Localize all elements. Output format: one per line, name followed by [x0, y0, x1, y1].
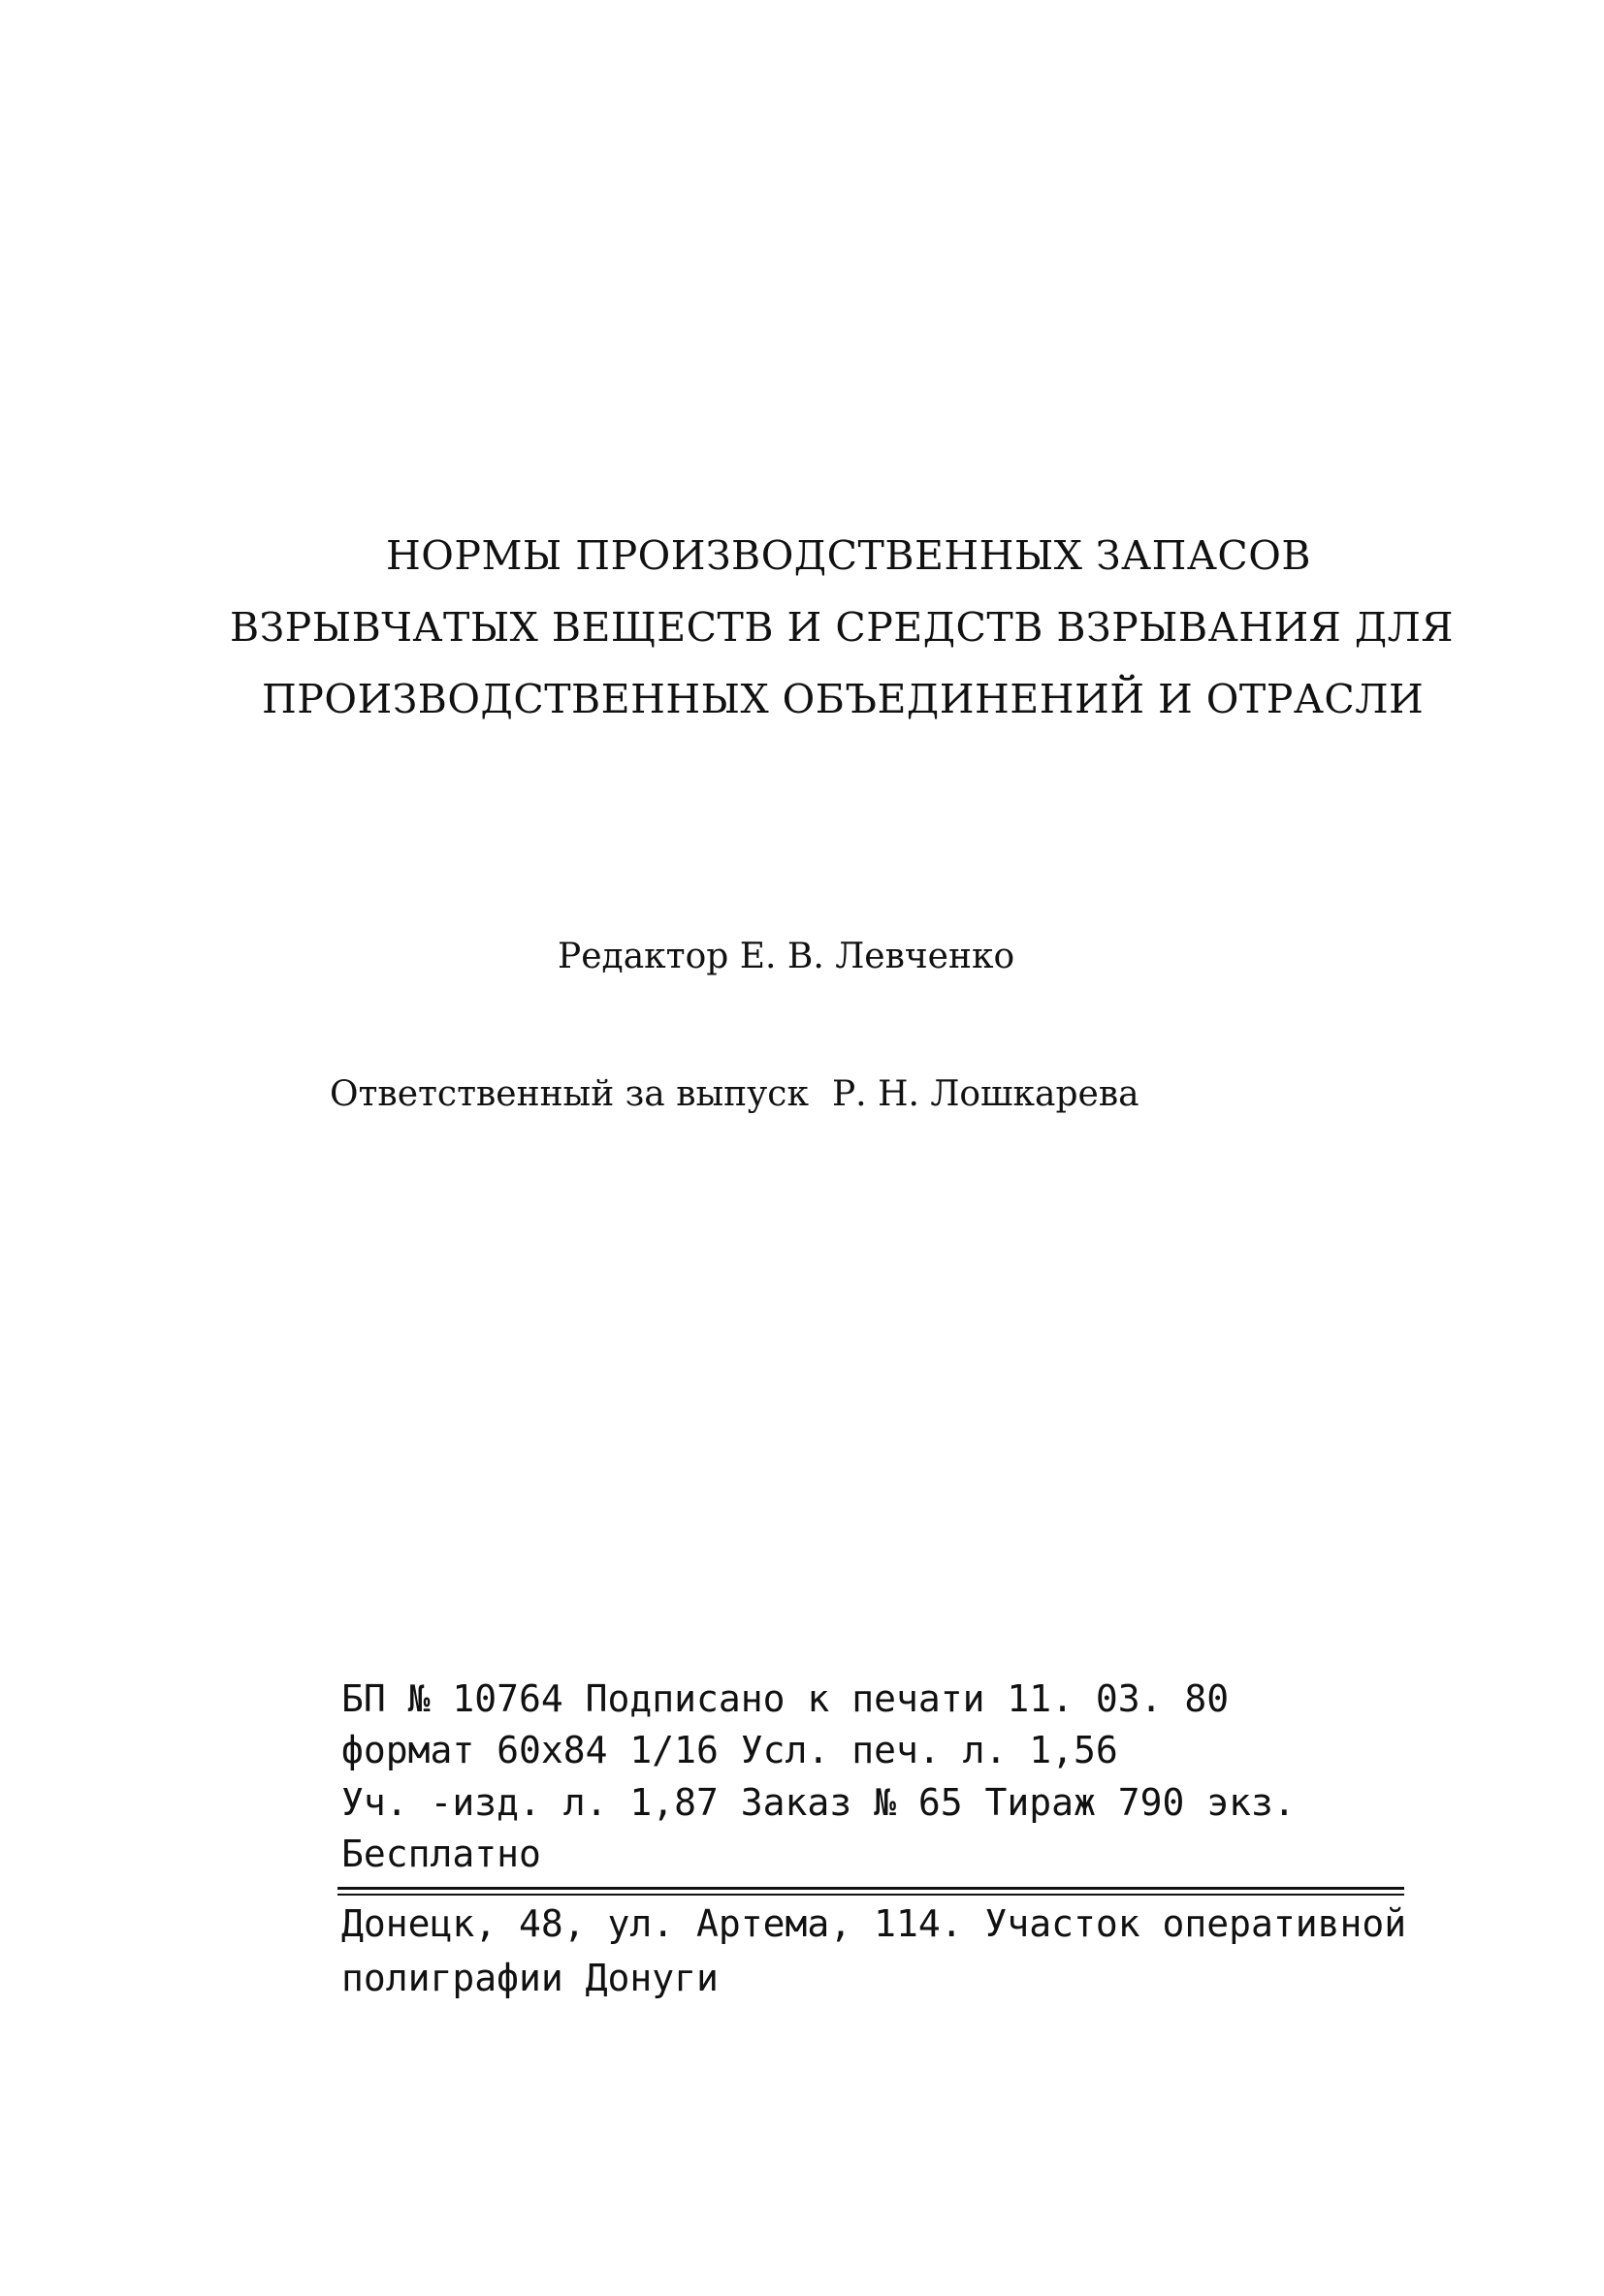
editor-credit: Редактор Е. В. Левченко — [558, 937, 1015, 976]
title-line-2: ВЗРЫВЧАТЫХ ВЕЩЕСТВ И СРЕДСТВ ВЗРЫВАНИЯ ДЛЯ — [230, 604, 1455, 651]
divider-rule — [337, 1887, 1404, 1890]
imprint-line-2: формат 60х84 1/16 Усл. печ. л. 1,56 — [341, 1729, 1118, 1771]
title-line-1: НОРМЫ ПРОИЗВОДСТВЕННЫХ ЗАПАСОВ — [386, 532, 1311, 579]
imprint-line-1: БП № 10764 Подписано к печати 11. 03. 80 — [341, 1677, 1230, 1720]
imprint-line-4: Бесплатно — [341, 1833, 541, 1875]
divider-rule-secondary — [337, 1894, 1404, 1896]
responsible-credit — [330, 1073, 1139, 1116]
printer-line-2: полиграфии Донуги — [341, 1957, 719, 1999]
title-line-3: ПРОИЗВОДСТВЕННЫХ ОБЪЕДИНЕНИЙ И ОТРАСЛИ — [262, 676, 1425, 722]
imprint-line-3: Уч. -изд. л. 1,87 Заказ № 65 Тираж 790 экз. — [341, 1781, 1296, 1824]
printer-line-1: Донецк, 48, ул. Артема, 114. Участок оперативной — [341, 1902, 1407, 1945]
responsible-name: Р. Н. Лошкарева — [831, 1074, 1139, 1114]
responsible-label: Ответственный за выпуск — [330, 1074, 809, 1114]
